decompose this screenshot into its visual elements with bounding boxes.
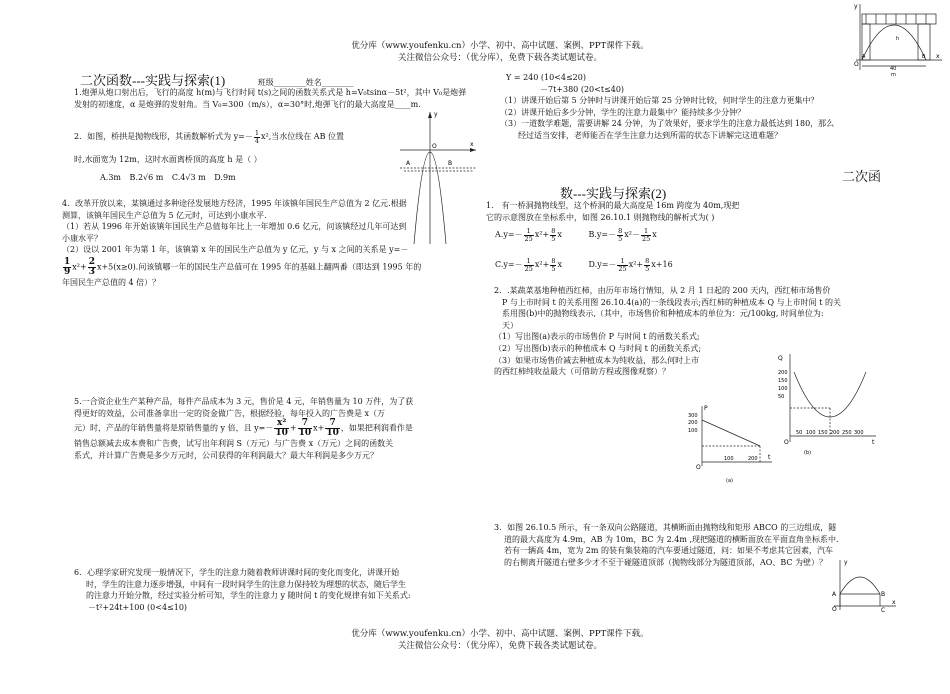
q2-option-d[interactable]: D.9m (214, 173, 236, 182)
class-blank[interactable]: ________ (273, 78, 306, 87)
q2-y-label: y (434, 111, 438, 118)
q6-sub: （3）一道数学难题，需要讲解 24 分钟，为了效果好，要求学生的注意力最低达到 180，那么 (500, 119, 835, 129)
footer-site: 优分库（www.youfenku.cn）小学、初中、高中试题、案例、PPT课件下载。 (351, 629, 649, 639)
fig-a-tick-100: 100 (688, 428, 698, 434)
bridge-x-label: x (936, 53, 940, 60)
p1-line: 1． 有一桥洞抛物线型，这个桥洞的最大高度是 16m 跨度为 40m,现把 (486, 201, 740, 210)
q4-tail: x+5(x≥0).问该镇哪一年的国民生产总值可在 1995 年的基础上翻两番（即达到 1995 年的 (96, 262, 422, 272)
fig-b-tick-x100: 100 (806, 430, 816, 436)
q4-formula-line (62, 258, 472, 277)
p1-options (495, 228, 795, 280)
p3-line: 道的最大高度为 4.9m，AB 为 10m，BC 为 2.4m ,现把隧道的横断面放在平面直角坐标系中. (504, 534, 839, 544)
q4-fraction-2: $\frac{2}{3}$ (88, 256, 95, 277)
q2-fraction: $\frac{1}{4}$ (254, 129, 259, 145)
p3-line: 的右侧离开隧道右壁多少才不至于碰隧道顶部（抛物线部分为隧道顶部，AO、BC 为壁）？ (504, 557, 828, 567)
q5-formula-line: 元）时，产品的年销售量将是原销售量的 y 倍，且 y=－ $\frac{\text{x²}}{10}$ + $\frac{7}{10}$ x+ $\frac{7}{10}$ ，如果把利润看作是 (74, 418, 413, 439)
q2-option-c[interactable]: C.4√3 m (171, 173, 206, 182)
q5-line: 得更好的效益，公司准备拿出一定的资金做广告，根据经验，每年投入的广告费是 x（万 (74, 408, 386, 418)
fig-b-tick-x250: 250 (842, 430, 852, 436)
fig-a-tick-300: 300 (688, 413, 698, 419)
tunnel-arch (840, 577, 880, 594)
fig-b-tick-200: 200 (778, 370, 788, 376)
p2-line: 天） (502, 320, 518, 330)
q2-x-label: x (470, 141, 474, 148)
tunnel-a-label: A (832, 591, 837, 598)
p1-option-b[interactable]: B.y=－ $\frac{8}{5}$ x²－ $\frac{1}{25}$ x (588, 227, 657, 243)
bridge-span-label: 40 (890, 66, 897, 72)
q6-line: 6．心理学家研究发现一般情况下，学生的注意力随着教师讲课时间的变化而变化，讲课开始 (74, 568, 400, 577)
fig-b-tick-x200: 200 (830, 430, 840, 436)
figure-a-price-chart (688, 402, 776, 484)
right-title-b: 数---实践与探索(2) (560, 186, 667, 201)
p2-sub: （3）如果市场售价减去种植成本为纯收益，那么何时上市 (494, 355, 700, 365)
figure-b-cost-chart (776, 350, 880, 462)
fig-a-tick-200: 200 (688, 420, 698, 426)
left-title: 二次函数---实践与探索(1) (80, 73, 226, 88)
p1-option-d[interactable]: D.y=－ $\frac{1}{25}$ x²+ $\frac{8}{5}$ x+16 (588, 257, 673, 273)
q4-fraction-1: $\frac{1}{9}$ (64, 256, 71, 277)
q6-sub: （1）讲课开始后第 5 分钟时与讲课开始后第 25 分钟时比较，何时学生的注意力更集中？ (500, 96, 819, 106)
fig-b-tick-x300: 300 (854, 430, 864, 436)
tunnel-figure (826, 556, 900, 612)
fig-b-cost-parabola (794, 372, 866, 417)
header-wechat: 关注微信公众号：（优分库），免费下载各类试题试卷。 (397, 53, 602, 64)
bridge-deck (862, 14, 936, 24)
bridge-origin-label: O (854, 61, 859, 68)
q5-line: 5.一合资企业生产某种产品，每件产品成本为 3 元，售价是 4 元，年销售量为 10 万件，为了获 (74, 397, 414, 406)
q5-fraction-1: $\frac{\text{x²}}{10}$ (275, 418, 288, 439)
q1-text: 1.炮弹从炮口射出后，飞行的高度 h(m)与飞行时间 t(s)之间的函数关系式是 h=V₀tsinα－5t²，其中 V₀是炮弹发射的初速度，α 是炮弹的发射角。当 V₀=300（m/s），α=30°时,炮弹飞行的最大高度是 (74, 88, 467, 109)
p3-line: 若有一辆高 4m，宽为 2m 的装有集装箱的汽车要通过隧道，问：如果不考虑其它因素，汽车 (504, 546, 833, 556)
q5-fraction-3: $\frac{7}{10}$ (326, 418, 339, 439)
q2-options (100, 172, 400, 184)
q6-piece: Y = 240 (10<4≤20) (506, 73, 586, 82)
fig-a-origin-label: O (696, 464, 701, 471)
bridge-a-label: A (862, 54, 866, 60)
q2-a-label: A (406, 160, 411, 167)
q5-c1: 元）时，产品的年销售量将是原销售量的 y 倍，且 y=－ (74, 423, 274, 433)
fig-a-price-line (702, 420, 760, 446)
question-1 (74, 87, 470, 110)
q6-piece: －7t+380 (20<t≤40) (540, 84, 625, 94)
question-6 (74, 567, 470, 613)
q4-line: 年国民生产总值的 4 倍）？ (62, 277, 161, 287)
q6-sub: （2）讲课开始后多少分钟，学生的注意力最集中？能持续多少分钟？ (500, 107, 746, 117)
bridge-arch-figure (848, 0, 944, 76)
p2-line: 2．.某蔬菜基地种植西红柿，由历年市场行情知，从 2 月 1 日起的 200 天内，西红柿市场售价 (494, 286, 831, 295)
fig-b-caption: (b) (804, 450, 812, 456)
question-2-line2 (74, 154, 384, 166)
fig-a-p-label: P (704, 405, 708, 412)
q4-line: 小康水平？ (62, 233, 102, 243)
bridge-h-label: h (896, 36, 900, 42)
question-5 (74, 396, 470, 461)
tunnel-c-label: C (881, 607, 886, 612)
q4-line: 4．改革开放以来，某镇通过多种途径发展地方经济，1995 年该镇年国民生产总值为 2 亿元.根据 (62, 199, 407, 208)
q2-text-a: 2．如图，桥拱是抛物线形，其函数解析式为 y=－ (74, 132, 253, 141)
p1-option-c[interactable]: C.y=－ $\frac{1}{25}$ x²+ $\frac{8}{5}$ x (495, 257, 562, 273)
p1-line: 它的示意图放在坐标系中，如图 26.10.1 则抛物线的解析式为( ) (486, 212, 715, 222)
fig-b-tick-100: 100 (778, 386, 788, 392)
fig-b-tick-x50: 50 (796, 430, 803, 436)
q5-fraction-2: $\frac{7}{10}$ (298, 418, 312, 439)
q2-text-c: 时,水面宽为 12m，这时水面离桥顶的高度 h 是（ ） (74, 155, 262, 164)
fig-a-tick-x100: 100 (724, 456, 734, 462)
bridge-arch (862, 25, 926, 60)
q2-option-a[interactable]: A.3m (100, 173, 121, 182)
fig-a-tick-x200: 200 (748, 456, 758, 462)
header-site: 优分库（www.youfenku.cn）小学、初中、高中试题、案例、PPT课件下载。 (351, 41, 649, 51)
q2-text-b: x²,当水位线在 AB 位置 (261, 132, 345, 141)
fig-b-tick-x150: 150 (818, 430, 828, 436)
q6-formula: －t²+24t+100 (0<4≤10) (88, 602, 188, 612)
p2-sub: （2）写出图(b)表示的种植成本 Q 与时间 t 的函数关系式; (494, 343, 702, 353)
tunnel-origin-label: O (832, 606, 837, 612)
tunnel-x-label: x (892, 599, 896, 606)
q4-line: （1）若从 1996 年开始该镇年国民生产总值每年比上一年增加 0.6 亿元，问该镇经过几年可达到 (62, 222, 407, 232)
tunnel-b-label: B (881, 591, 886, 598)
fig-b-tick-50: 50 (778, 394, 785, 400)
page-footer (260, 628, 740, 653)
footer-wechat: 关注微信公众号：（优分库），免费下载各类试题试卷。 (397, 641, 602, 652)
bridge-b-label: B (922, 54, 926, 60)
name-blank[interactable]: ________ (321, 78, 354, 87)
q1-answer-blank[interactable]: ____ (394, 99, 411, 109)
fig-a-caption: (a) (726, 478, 733, 484)
q1-unit: m. (410, 99, 421, 109)
tunnel-y-label: y (844, 559, 848, 566)
q6-continued (500, 72, 860, 142)
fig-b-t-label: t (872, 439, 875, 446)
p2-line: 系用图(b)中的抛物线表示,（其中，市场售价和种植成本的单位为：元/100kg, 时间单位为: (502, 309, 824, 319)
question-4 (62, 198, 472, 289)
q2-origin-label: O (432, 143, 437, 150)
q5-line: 系式，并计算广告费是多少万元时，公司获得的年利润最大？最大年利润是多少万元？ (74, 450, 378, 460)
q5-line: 销售总额减去成本费和广告费，试写出年利润 S（万元）与广告费 x（万元）之间的函数关 (74, 439, 394, 449)
q4-line: 测算，该镇年国民生产总值为 5 亿元时，可达到小康水平. (62, 210, 267, 220)
problem-1 (486, 200, 886, 223)
p2-sub: （1）写出图(a)表示的市场售价 P 与时间 t 的函数关系式; (494, 332, 700, 342)
class-label: 班级 (257, 78, 274, 87)
p2-line: P 与上市时间 t 的关系用图 26.10.4(a)的一条线段表示;西红柿的种植成本 Q 与上市时间 t 的关 (502, 297, 841, 307)
q6-sub: 经过适当安排，老师能否在学生注意力达到所需的状态下讲解完这道难题？ (518, 130, 782, 140)
question-2 (74, 130, 384, 144)
p1-option-a[interactable]: A.y=－ $\frac{1}{25}$ x²+ $\frac{8}{5}$ x (495, 227, 562, 243)
bridge-unit-label: m (891, 72, 896, 76)
q6-line: 时，学生的注意力逐步增强，中间有一段时间学生的注意力保持较为理想的状态，随后学生 (86, 579, 406, 589)
fig-b-tick-150: 150 (778, 378, 788, 384)
page-header (260, 40, 740, 65)
bridge-y-label: y (854, 3, 858, 10)
p3-line: 3．如图 26.10.5 所示，有一条双向公路隧道，其横断面由抛物线和矩形 ABCO 的三边组成，隧 (494, 523, 837, 532)
right-title-a: 二次函 (842, 169, 882, 184)
name-label: 姓名 (305, 78, 322, 87)
q2-b-label: B (448, 160, 453, 167)
q5-c2: ，如果把利润看作是 (340, 423, 413, 433)
q2-option-b[interactable]: B.2√6 m (129, 173, 164, 182)
fig-b-origin-label: O (784, 439, 789, 446)
q4-mid: x²+ (72, 262, 87, 272)
q4-line: （2）设以 2001 年为第 1 年，该镇第 x 年的国民生产总值为 y 亿元，y 与 x 之间的关系是 y=－ (62, 245, 409, 255)
q6-line: 的注意力开始分散，经过实验分析可知，学生的注意力 y 随时间 t 的变化规律有如下关系式: (86, 591, 411, 601)
p2-sub: 的西红柿纯收益最大（可借助方程或图像观察）？ (494, 367, 670, 377)
fig-a-t-label: t (768, 454, 771, 461)
fig-b-q-label: Q (778, 355, 783, 362)
